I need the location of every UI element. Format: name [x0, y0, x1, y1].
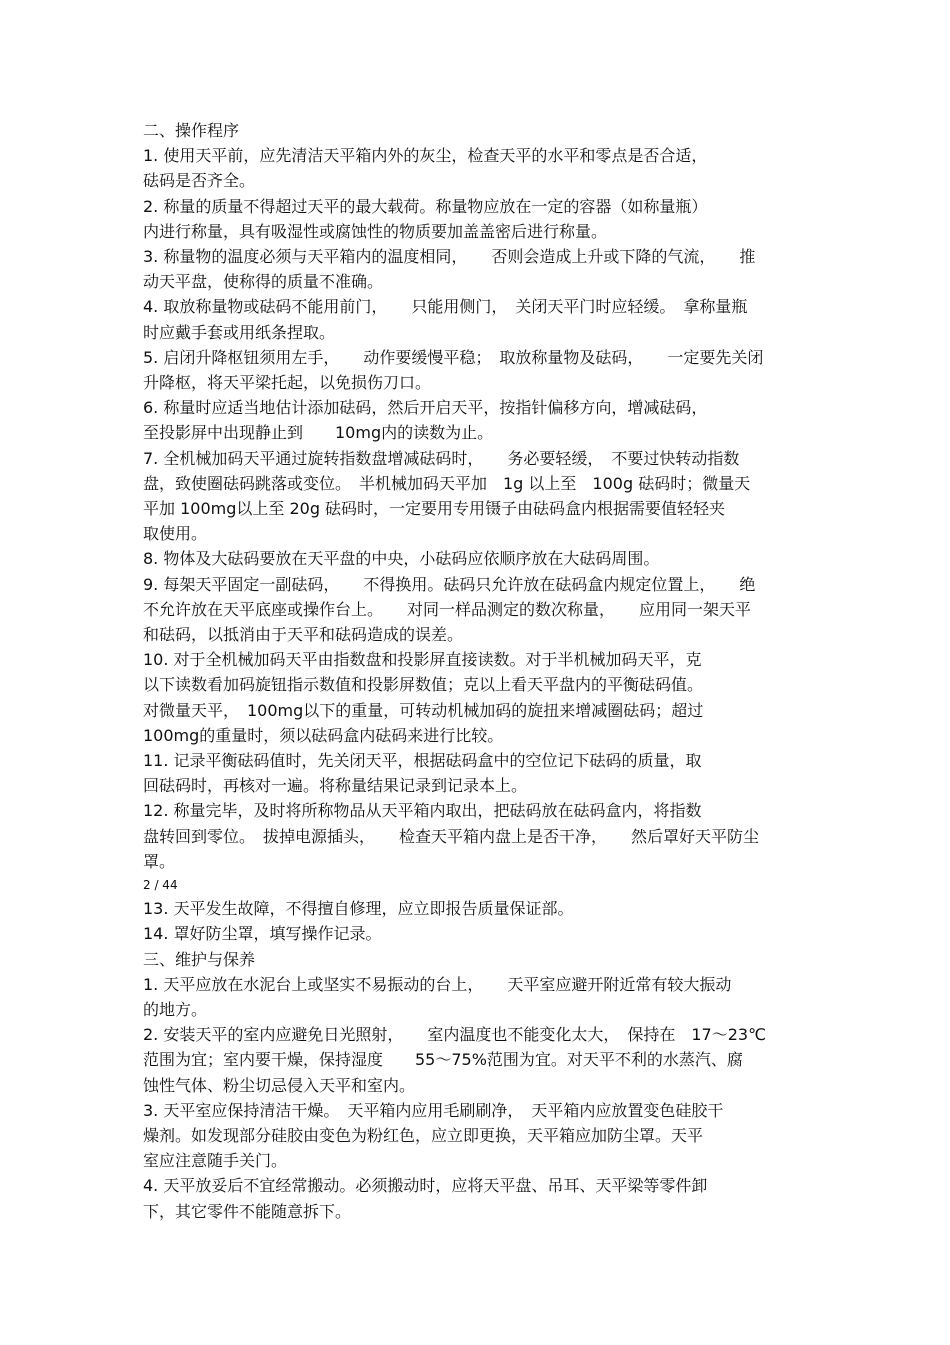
text-line: 以下读数看加码旋钮指示数值和投影屏数值；克以上看天平盘内的平衡砝码值。	[143, 675, 704, 695]
text-line: 室应注意随手关门。	[143, 1151, 288, 1171]
text-line: 三、维护与保养	[143, 949, 256, 969]
text-line: 范围为宜；室内要干燥，保持湿度 55～75%范围为宜。对天平不利的水蒸汽、腐	[143, 1050, 743, 1070]
text-line: 7. 全机械加码天平通过旋转指数盘增减砝码时， 务必要轻缓， 不要过快转动指数	[143, 448, 740, 468]
text-line: 9. 每架天平固定一副砝码， 不得换用。砝码只允许放在砝码盒内规定位置上， 绝	[143, 574, 756, 594]
text-line: 取使用。	[143, 524, 208, 544]
text-line: 二、操作程序	[143, 121, 240, 140]
section-maintenance-body	[143, 896, 811, 1224]
text-line: 8. 物体及大砝码要放在天平盘的中央，小砝码应依顺序放在大砝码周围。	[143, 549, 660, 569]
text-line: 动天平盘，使称得的质量不准确。	[143, 272, 384, 292]
text-line: 罩。	[143, 851, 176, 871]
text-line: 至投影屏中出现静止到 10mg内的读数为止。	[143, 423, 494, 443]
text-line: 2. 称量的质量不得超过天平的最大载荷。称量物应放在一定的容器（如称量瓶）	[143, 196, 708, 216]
page-number: 2 / 44	[143, 878, 178, 893]
text-line: 不允许放在天平底座或操作台上。 对同一样品测定的数次称量， 应用同一架天平	[143, 599, 752, 619]
text-line: 平加 100mg以上至 20g 砝码时，一定要用专用镊子由砝码盒内根据需要值轻轻夹	[143, 499, 726, 519]
text-line: 砝码是否齐全。	[143, 171, 256, 191]
document-page	[143, 118, 811, 1224]
text-line: 6. 称量时应适当地估计添加砝码，然后开启天平，按指针偏移方向，增减砝码，	[143, 398, 708, 418]
section-operation-body	[143, 118, 811, 874]
text-line: 燥剂。如发现部分硅胶由变色为粉红色，应立即更换，天平箱应加防尘罩。天平	[143, 1125, 704, 1145]
text-line: 4. 取放称量物或砝码不能用前门， 只能用侧门， 关闭天平门时应轻缓。 拿称量瓶	[143, 297, 748, 317]
text-line: 13. 天平发生故障，不得擅自修理，应立即报告质量保证部。	[143, 899, 574, 919]
text-line: 升降枢，将天平梁托起，以免损伤刀口。	[143, 373, 432, 393]
text-line: 100mg的重量时，须以砝码盒内砝码来进行比较。	[143, 725, 504, 745]
text-line: 回砝码时，再核对一遍。将称量结果记录到记录本上。	[143, 776, 528, 796]
text-line: 盘，致使圈砝码跳落或变位。 半机械加码天平加 1g 以上至 100g 砝码时；微量天	[143, 473, 751, 493]
text-line: 1. 使用天平前，应先清洁天平箱内外的灰尘，检查天平的水平和零点是否合适，	[143, 146, 708, 166]
text-line: 2. 安装天平的室内应避免日光照射， 室内温度也不能变化太大， 保持在 17～23℃	[143, 1025, 767, 1045]
text-line: 1. 天平应放在水泥台上或坚实不易振动的台上， 天平室应避开附近常有较大振动	[143, 974, 732, 994]
text-line: 的地方。	[143, 999, 208, 1019]
text-line: 蚀性气体、粉尘切忌侵入天平和室内。	[143, 1075, 416, 1095]
text-line: 10. 对于全机械加码天平由指数盘和投影屏直接读数。对于半机械加码天平，克	[143, 650, 702, 670]
text-line: 时应戴手套或用纸条捏取。	[143, 322, 336, 342]
text-line: 11. 记录平衡砝码值时，先关闭天平，根据砝码盒中的空位记下砝码的质量，取	[143, 751, 702, 771]
text-line: 和砝码，以抵消由于天平和砝码造成的误差。	[143, 625, 464, 645]
text-line: 下，其它零件不能随意拆下。	[143, 1201, 352, 1221]
text-line: 盘转回到零位。 拔掉电源插头， 检查天平箱内盘上是否干净， 然后罩好天平防尘	[143, 826, 760, 846]
text-line: 4. 天平放妥后不宜经常搬动。必须搬动时，应将天平盘、吊耳、天平梁等零件卸	[143, 1176, 708, 1196]
text-line: 5. 启闭升降枢钮须用左手， 动作要缓慢平稳； 取放称量物及砝码， 一定要先关闭	[143, 347, 764, 367]
text-line: 内进行称量，具有吸湿性或腐蚀性的物质要加盖盖密后进行称量。	[143, 221, 608, 241]
text-line: 14. 罩好防尘罩，填写操作记录。	[143, 924, 382, 944]
text-line: 12. 称量完毕，及时将所称物品从天平箱内取出，把砝码放在砝码盒内，将指数	[143, 801, 702, 821]
text-line: 3. 称量物的温度必须与天平箱内的温度相同， 否则会造成上升或下降的气流， 推	[143, 247, 756, 267]
text-line: 对微量天平， 100mg以下的重量，可转动机械加码的旋扭来增减圈砝码；超过	[143, 700, 704, 720]
text-line: 3. 天平室应保持清洁干燥。 天平箱内应用毛刷刷净， 天平箱内应放置变色硅胶干	[143, 1100, 724, 1120]
